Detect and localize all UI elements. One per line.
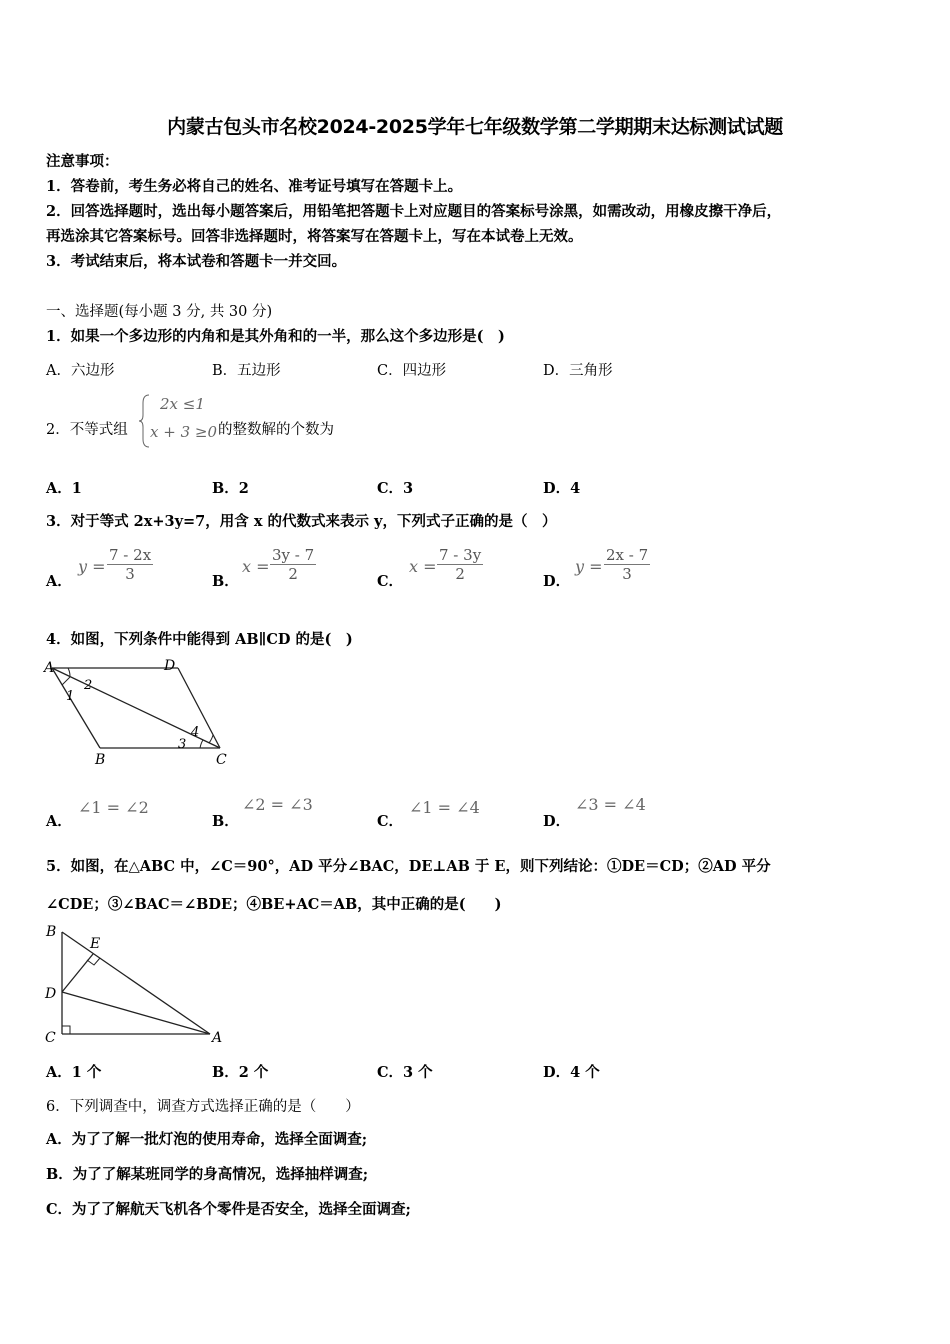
right-triangle-figure xyxy=(40,920,240,1050)
q2-inequality-1: 2x ≤1 xyxy=(160,395,205,413)
segment-de xyxy=(62,954,93,992)
q4-option-b-condition: ∠2 = ∠3 xyxy=(242,795,313,814)
q6-option-b[interactable]: B．为了了解某班同学的身高情况，选择抽样调查; xyxy=(46,1166,369,1183)
q4-option-c-label[interactable]: C． xyxy=(377,813,404,830)
label-c: C xyxy=(45,1030,56,1046)
q4-option-b-label[interactable]: B． xyxy=(212,813,239,830)
q5-option-c[interactable]: C．3 个 xyxy=(377,1064,433,1081)
q1-option-a[interactable]: A．六边形 xyxy=(46,363,115,379)
label-3: 3 xyxy=(178,737,187,752)
label-d: D xyxy=(45,986,57,1002)
parallelogram-figure xyxy=(40,656,240,771)
question-5-stem-line-1: 5．如图，在△ABC 中，∠C＝90°，AD 平分∠BAC，DE⊥AB 于 E，则下列结论：①DE＝CD；②AD 平分 xyxy=(46,858,771,875)
label-b: B xyxy=(95,752,106,768)
q2-option-d[interactable]: D．4 xyxy=(543,480,581,497)
label-a: A xyxy=(212,1030,223,1046)
q4-option-c-condition: ∠1 = ∠4 xyxy=(409,798,480,817)
question-6-stem: 6．下列调查中，调查方式选择正确的是（ ） xyxy=(46,1099,360,1115)
q4-option-d-label[interactable]: D． xyxy=(543,813,571,830)
q5-option-d[interactable]: D．4 个 xyxy=(543,1064,600,1081)
question-2-suffix: 的整数解的个数为 xyxy=(218,422,334,438)
q3-option-c-fraction xyxy=(437,546,483,583)
q3-a-numerator: 7 - 2x xyxy=(109,546,152,564)
q2-option-b[interactable]: B．2 xyxy=(212,480,249,497)
q3-a-denominator: 3 xyxy=(125,565,135,583)
label-e: E xyxy=(90,936,101,952)
question-2-prefix: 2．不等式组 xyxy=(46,422,128,438)
label-1: 1 xyxy=(66,689,75,704)
page-title: 内蒙古包头市名校2024-2025学年七年级数学第二学期期末达标测试试题 xyxy=(167,116,783,138)
q3-option-d-lhs: y = xyxy=(575,557,603,576)
q1-option-c[interactable]: C．四边形 xyxy=(377,363,447,379)
label-c: C xyxy=(216,752,227,768)
notice-item: 3．考试结束后，将本试卷和答题卡一并交回。 xyxy=(46,253,347,270)
q4-option-a-condition: ∠1 = ∠2 xyxy=(78,798,149,817)
label-a: A xyxy=(44,660,55,676)
q2-inequality-2: x + 3 ≥0 xyxy=(150,423,217,441)
label-2: 2 xyxy=(84,678,93,693)
label-b: B xyxy=(46,924,57,940)
label-4: 4 xyxy=(191,725,200,740)
q3-option-d-label[interactable]: D． xyxy=(543,573,571,590)
q3-option-c-lhs: x = xyxy=(409,557,437,576)
q3-c-numerator: 7 - 3y xyxy=(439,546,482,564)
q1-option-d[interactable]: D．三角形 xyxy=(543,363,613,379)
q3-b-denominator: 2 xyxy=(288,565,298,583)
q3-d-numerator: 2x - 7 xyxy=(606,546,649,564)
q1-option-b[interactable]: B．五边形 xyxy=(212,363,281,379)
q3-option-b-label[interactable]: B． xyxy=(212,573,239,590)
q4-option-d-condition: ∠3 = ∠4 xyxy=(575,795,646,814)
section-heading: 一、选择题(每小题 3 分, 共 30 分) xyxy=(46,304,273,320)
notice-item: 再选涂其它答案标号。回答非选择题时，将答案写在答题卡上，写在本试卷上无效。 xyxy=(46,228,583,245)
q3-c-denominator: 2 xyxy=(455,565,465,583)
q3-option-d-fraction xyxy=(604,546,650,583)
question-1-stem: 1．如果一个多边形的内角和是其外角和的一半，那么这个多边形是( ) xyxy=(46,328,505,345)
segment-da xyxy=(62,992,210,1034)
q5-option-b[interactable]: B．2 个 xyxy=(212,1064,269,1081)
question-4-stem: 4．如图，下列条件中能得到 AB∥CD 的是( ) xyxy=(46,631,353,648)
question-3-stem: 3．对于等式 2x+3y=7，用含 x 的代数式来表示 y，下列式子正确的是（ ） xyxy=(46,513,557,530)
q3-option-b-lhs: x = xyxy=(242,557,270,576)
q4-option-a-label[interactable]: A． xyxy=(46,813,72,830)
q3-option-a-label[interactable]: A． xyxy=(46,573,72,590)
notice-item: 1．答卷前，考生务必将自己的姓名、准考证号填写在答题卡上。 xyxy=(46,178,463,195)
label-d: D xyxy=(164,658,176,674)
q5-option-a[interactable]: A．1 个 xyxy=(46,1064,102,1081)
q6-option-c[interactable]: C．为了了解航天飞机各个零件是否安全，选择全面调查; xyxy=(46,1201,411,1218)
q2-option-c[interactable]: C．3 xyxy=(377,480,414,497)
notice-item: 2．回答选择题时，选出每小题答案后，用铅笔把答题卡上对应题目的答案标号涂黑，如需改动，用橡皮擦干净后， xyxy=(46,203,782,220)
q2-option-a[interactable]: A．1 xyxy=(46,480,82,497)
notice-heading: 注意事项： xyxy=(46,153,119,170)
q3-d-denominator: 3 xyxy=(622,565,632,583)
q3-option-a-lhs: y = xyxy=(78,557,106,576)
q3-option-b-fraction xyxy=(270,546,316,583)
question-5-stem-line-2: ∠CDE；③∠BAC＝∠BDE；④BE+AC＝AB，其中正确的是( ) xyxy=(46,896,502,913)
q3-option-c-label[interactable]: C． xyxy=(377,573,404,590)
q3-b-numerator: 3y - 7 xyxy=(272,546,315,564)
segment-ba xyxy=(62,932,210,1034)
q3-option-a-fraction xyxy=(107,546,153,583)
q6-option-a[interactable]: A．为了了解一批灯泡的使用寿命，选择全面调查; xyxy=(46,1131,368,1148)
